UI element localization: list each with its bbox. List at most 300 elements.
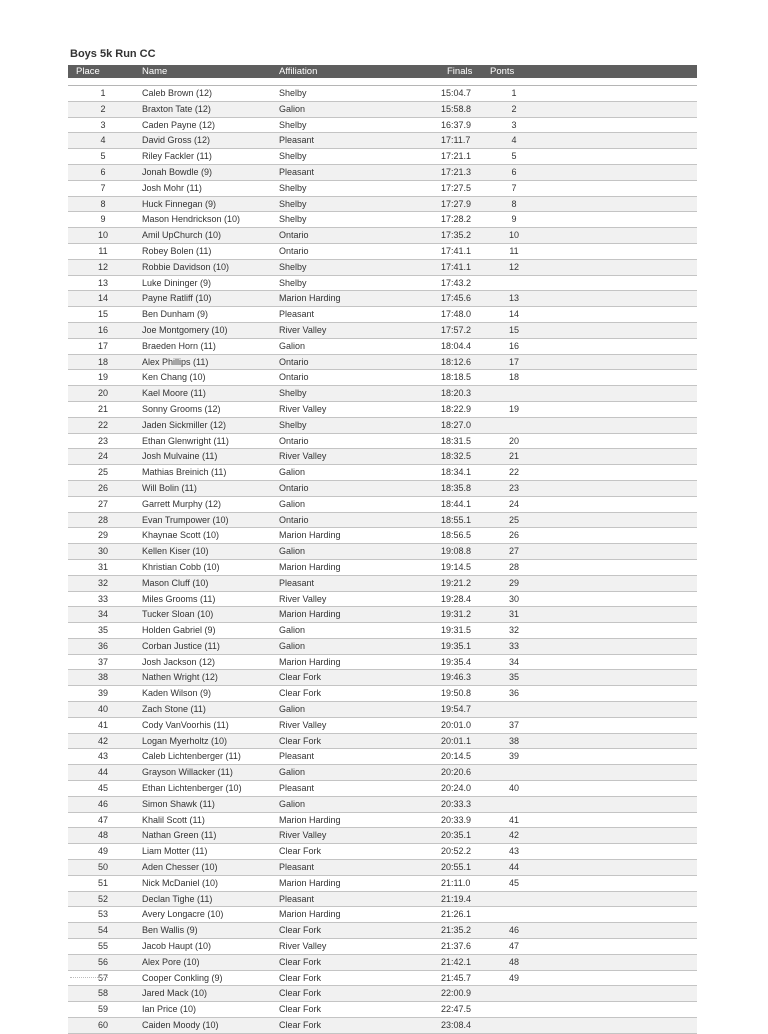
cell-finals: 17:11.7 <box>441 135 471 146</box>
cell-points: 36 <box>508 688 519 699</box>
cell-place: 1 <box>100 88 106 98</box>
cell-points: 16 <box>508 340 519 351</box>
cell-place: 4 <box>100 135 106 146</box>
cell-finals: 19:21.2 <box>441 577 472 588</box>
table-row <box>68 986 697 1002</box>
cell-place: 5 <box>100 151 106 162</box>
table-row <box>68 923 697 939</box>
cell-finals: 20:20.6 <box>441 767 472 778</box>
table-row <box>68 386 697 402</box>
table-row <box>68 860 697 876</box>
cell-place: 8 <box>100 198 106 209</box>
cell-name: Payne Ratliff (10) <box>142 293 212 304</box>
cell-name: Huck Finnegan (9) <box>142 198 217 209</box>
table-row <box>68 402 697 418</box>
cell-name: David Gross (12) <box>142 135 211 146</box>
cell-points: 9 <box>511 214 517 225</box>
cell-name: Cody VanVoorhis (11) <box>142 719 229 730</box>
table-row <box>68 197 697 213</box>
cell-name: Kael Moore (11) <box>142 388 206 399</box>
cell-place: 54 <box>97 925 108 936</box>
cell-affiliation: Shelby <box>279 182 307 193</box>
cell-finals: 17:41.1 <box>441 261 472 272</box>
cell-name: Luke Dininger (9) <box>142 277 212 288</box>
cell-finals: 19:35.1 <box>441 640 472 651</box>
cell-affiliation: Galion <box>279 640 306 651</box>
cell-place: 29 <box>97 530 108 541</box>
cell-points: 35 <box>508 672 519 683</box>
cell-place: 44 <box>97 767 108 778</box>
cell-finals: 19:31.2 <box>441 609 472 620</box>
cell-name: Caleb Brown (12) <box>142 88 213 98</box>
cell-points: 34 <box>508 656 519 667</box>
table-row <box>68 655 697 671</box>
cell-place: 15 <box>97 309 108 320</box>
cell-finals: 17:45.6 <box>441 293 472 304</box>
cell-points: 14 <box>508 309 519 320</box>
cell-affiliation: River Valley <box>279 830 327 841</box>
cell-place: 42 <box>97 735 108 746</box>
cell-name: Caden Payne (12) <box>142 119 216 130</box>
cell-affiliation: Galion <box>279 498 306 509</box>
cell-name: Alex Pore (10) <box>142 956 200 967</box>
cell-name: Ian Price (10) <box>142 1004 197 1015</box>
cell-place: 32 <box>97 577 108 588</box>
cell-points: 22 <box>508 467 519 478</box>
table-row <box>68 149 697 165</box>
cell-finals: 15:58.8 <box>441 103 472 114</box>
cell-name: Mason Cluff (10) <box>142 577 209 588</box>
cell-name: Khalil Scott (11) <box>142 814 205 825</box>
cell-place: 2 <box>100 103 106 114</box>
cell-name: Tucker Sloan (10) <box>142 609 214 620</box>
cell-finals: 19:28.4 <box>441 593 472 604</box>
cell-affiliation: Pleasant <box>279 893 315 904</box>
results-table <box>68 65 697 1034</box>
cell-affiliation: Clear Fork <box>279 1004 322 1015</box>
cell-affiliation: River Valley <box>279 324 327 335</box>
table-row <box>68 307 697 323</box>
cell-finals: 17:28.2 <box>441 214 472 225</box>
cell-affiliation: Ontario <box>279 245 309 256</box>
cell-place: 57 <box>97 972 108 983</box>
cell-place: 51 <box>97 877 108 888</box>
cell-points: 8 <box>511 198 517 209</box>
cell-place: 23 <box>97 435 108 446</box>
cell-name: Logan Myerholtz (10) <box>142 735 228 746</box>
cell-finals: 20:24.0 <box>441 783 472 794</box>
cell-place: 36 <box>97 640 108 651</box>
cell-finals: 20:55.1 <box>441 862 472 873</box>
cell-name: Braeden Horn (11) <box>142 340 216 351</box>
cell-points: 4 <box>511 135 517 146</box>
page-title: Boys 5k Run CC <box>70 48 156 60</box>
cell-name: Holden Gabriel (9) <box>142 625 216 636</box>
cell-points: 43 <box>508 846 519 857</box>
table-row <box>68 165 697 181</box>
cell-points: 33 <box>508 640 519 651</box>
table-row <box>68 765 697 781</box>
cell-name: Nathen Wright (12) <box>142 672 218 683</box>
table-row <box>68 481 697 497</box>
cell-points: 37 <box>508 719 519 730</box>
cell-finals: 17:35.2 <box>441 230 472 241</box>
cell-finals: 19:31.5 <box>441 625 472 636</box>
cell-place: 60 <box>97 1020 108 1031</box>
cell-points: 38 <box>508 735 519 746</box>
cell-finals: 22:00.9 <box>441 988 472 999</box>
cell-place: 37 <box>97 656 108 667</box>
cell-points: 41 <box>508 814 519 825</box>
cell-affiliation: Ontario <box>279 356 309 367</box>
table-row <box>68 781 697 797</box>
header-affiliation: Affiliation <box>279 66 318 77</box>
cell-points: 23 <box>508 482 519 493</box>
cell-place: 34 <box>97 609 108 620</box>
table-row <box>68 86 697 102</box>
cell-place: 28 <box>97 514 108 525</box>
table-row <box>68 797 697 813</box>
cell-name: Caiden Moody (10) <box>142 1020 219 1031</box>
cell-points: 40 <box>508 783 519 794</box>
cell-place: 39 <box>97 688 108 699</box>
cell-affiliation: River Valley <box>279 451 327 462</box>
cell-finals: 21:11.0 <box>441 877 471 888</box>
cell-finals: 18:34.1 <box>441 467 472 478</box>
table-row <box>68 907 697 923</box>
cell-affiliation: Shelby <box>279 261 307 272</box>
cell-affiliation: Marion Harding <box>279 561 341 572</box>
table-body <box>68 86 697 1034</box>
cell-finals: 18:56.5 <box>441 530 472 541</box>
cell-place: 11 <box>98 245 108 256</box>
cell-points: 31 <box>508 609 519 620</box>
cell-points: 12 <box>508 261 519 272</box>
cell-place: 33 <box>97 593 108 604</box>
cell-finals: 19:35.4 <box>441 656 472 667</box>
table-row <box>68 734 697 750</box>
cell-affiliation: Marion Harding <box>279 656 341 667</box>
cell-name: Nathan Green (11) <box>142 830 217 841</box>
table-row <box>68 434 697 450</box>
cell-affiliation: Marion Harding <box>279 909 341 920</box>
cell-affiliation: River Valley <box>279 593 327 604</box>
cell-place: 55 <box>97 941 108 952</box>
table-row <box>68 592 697 608</box>
cell-points: 46 <box>508 925 519 936</box>
cell-points: 42 <box>508 830 519 841</box>
cell-name: Caleb Lichtenberger (11) <box>142 751 241 762</box>
cell-points: 49 <box>508 972 519 983</box>
cell-points: 32 <box>508 625 519 636</box>
cell-name: Simon Shawk (11) <box>142 798 215 809</box>
cell-affiliation: Galion <box>279 467 306 478</box>
cell-place: 18 <box>97 356 108 367</box>
cell-name: Evan Trumpower (10) <box>142 514 229 525</box>
table-row <box>68 576 697 592</box>
cell-finals: 17:21.3 <box>441 166 472 177</box>
cell-name: Declan Tighe (11) <box>142 893 213 904</box>
cell-finals: 19:50.8 <box>441 688 472 699</box>
cell-affiliation: Ontario <box>279 435 309 446</box>
table-row <box>68 291 697 307</box>
table-row <box>68 497 697 513</box>
cell-place: 58 <box>97 988 108 999</box>
cell-place: 17 <box>97 340 108 351</box>
cell-affiliation: Clear Fork <box>279 925 322 936</box>
cell-name: Nick McDaniel (10) <box>142 877 219 888</box>
cell-points: 26 <box>508 530 519 541</box>
cell-place: 41 <box>97 719 108 730</box>
cell-name: Cooper Conkling (9) <box>142 972 223 983</box>
cell-affiliation: Marion Harding <box>279 877 341 888</box>
table-row <box>68 607 697 623</box>
cell-finals: 19:14.5 <box>441 561 472 572</box>
cell-name: Sonny Grooms (12) <box>142 403 221 414</box>
cell-place: 59 <box>97 1004 108 1015</box>
header-name: Name <box>142 66 168 77</box>
cell-finals: 18:44.1 <box>441 498 472 509</box>
cell-place: 25 <box>97 467 108 478</box>
cell-affiliation: Shelby <box>279 277 307 288</box>
cell-points: 45 <box>508 877 519 888</box>
table-row <box>68 323 697 339</box>
table-row <box>68 639 697 655</box>
cell-place: 12 <box>97 261 108 272</box>
cell-name: Ken Chang (10) <box>142 372 206 383</box>
cell-finals: 18:04.4 <box>441 340 472 351</box>
cell-place: 24 <box>97 451 108 462</box>
table-row <box>68 418 697 434</box>
cell-points: 10 <box>508 230 519 241</box>
cell-affiliation: Ontario <box>279 372 309 383</box>
cell-place: 31 <box>97 561 108 572</box>
table-row <box>68 276 697 292</box>
cell-finals: 17:27.9 <box>441 198 472 209</box>
cell-affiliation: Marion Harding <box>279 293 341 304</box>
header-finals: Finals <box>447 66 473 77</box>
cell-place: 30 <box>97 546 108 557</box>
cell-name: Josh Mulvaine (11) <box>142 451 218 462</box>
cell-name: Josh Jackson (12) <box>142 656 216 667</box>
cell-affiliation: Pleasant <box>279 751 315 762</box>
cell-place: 20 <box>97 388 108 399</box>
table-row <box>68 355 697 371</box>
table-row <box>68 513 697 529</box>
cell-name: Jared Mack (10) <box>142 988 208 999</box>
cell-finals: 20:33.9 <box>441 814 472 825</box>
cell-name: Miles Grooms (11) <box>142 593 216 604</box>
cell-finals: 17:57.2 <box>441 324 472 335</box>
cell-points: 20 <box>508 435 519 446</box>
table-row <box>68 1002 697 1018</box>
cell-finals: 19:08.8 <box>441 546 472 557</box>
table-row <box>68 1018 697 1034</box>
cell-finals: 20:01.1 <box>441 735 472 746</box>
cell-name: Kellen Kiser (10) <box>142 546 209 557</box>
cell-name: Grayson Willacker (11) <box>142 767 233 778</box>
cell-place: 13 <box>97 277 108 288</box>
cell-points: 11 <box>509 245 519 256</box>
cell-place: 40 <box>97 704 108 715</box>
cell-place: 6 <box>100 166 106 177</box>
cell-place: 47 <box>97 814 108 825</box>
cell-affiliation: Pleasant <box>279 135 315 146</box>
cell-affiliation: Pleasant <box>279 577 315 588</box>
cell-name: Jonah Bowdle (9) <box>142 166 213 177</box>
cell-finals: 21:19.4 <box>441 893 472 904</box>
cell-name: Ethan Lichtenberger (10) <box>142 783 242 794</box>
table-row <box>68 102 697 118</box>
cell-place: 48 <box>97 830 108 841</box>
cell-place: 26 <box>97 482 108 493</box>
cell-name: Will Bolin (11) <box>142 482 197 493</box>
cell-name: Amil UpChurch (10) <box>142 230 222 241</box>
cell-name: Ben Dunham (9) <box>142 309 209 320</box>
cell-name: Braxton Tate (12) <box>142 103 211 114</box>
table-row <box>68 749 697 765</box>
cell-name: Kaden Wilson (9) <box>142 688 212 699</box>
cell-finals: 18:35.8 <box>441 482 472 493</box>
cell-name: Liam Motter (11) <box>142 846 208 857</box>
cell-finals: 17:48.0 <box>441 309 472 320</box>
cell-name: Avery Longacre (10) <box>142 909 224 920</box>
cell-points: 48 <box>508 956 519 967</box>
header-points: Ponts <box>490 66 515 77</box>
table-row <box>68 118 697 134</box>
cell-points: 29 <box>508 577 519 588</box>
cell-name: Josh Mohr (11) <box>142 182 202 193</box>
cell-name: Mason Hendrickson (10) <box>142 214 241 225</box>
cell-affiliation: Shelby <box>279 198 307 209</box>
cell-finals: 18:18.5 <box>441 372 472 383</box>
table-row <box>68 260 697 276</box>
table-row <box>68 339 697 355</box>
cell-affiliation: Galion <box>279 767 306 778</box>
cell-affiliation: Galion <box>279 546 306 557</box>
cell-points: 25 <box>508 514 519 525</box>
cell-affiliation: Shelby <box>279 88 307 98</box>
cell-points: 1 <box>511 88 517 98</box>
cell-points: 30 <box>508 593 519 604</box>
cell-finals: 18:27.0 <box>441 419 472 430</box>
cell-finals: 18:20.3 <box>441 388 472 399</box>
header-divider <box>68 78 697 86</box>
table-row <box>68 181 697 197</box>
cell-points: 7 <box>511 182 517 193</box>
cell-affiliation: Marion Harding <box>279 530 341 541</box>
cell-finals: 17:27.5 <box>441 182 472 193</box>
cell-place: 56 <box>97 956 108 967</box>
cell-finals: 18:55.1 <box>441 514 472 525</box>
table-row <box>68 212 697 228</box>
cell-points: 27 <box>508 546 519 557</box>
cell-finals: 20:52.2 <box>441 846 472 857</box>
cell-finals: 18:22.9 <box>441 403 472 414</box>
cell-affiliation: Pleasant <box>279 166 315 177</box>
cell-affiliation: Pleasant <box>279 783 315 794</box>
cell-place: 46 <box>97 798 108 809</box>
cell-finals: 18:12.6 <box>441 356 472 367</box>
cell-points: 18 <box>508 372 519 383</box>
table-row <box>68 528 697 544</box>
cell-place: 10 <box>97 230 108 241</box>
cell-name: Ethan Glenwright (11) <box>142 435 229 446</box>
cell-finals: 22:47.5 <box>441 1004 472 1015</box>
cell-finals: 16:37.9 <box>441 119 472 130</box>
table-row <box>68 955 697 971</box>
cell-name: Jacob Haupt (10) <box>142 941 212 952</box>
table-row <box>68 876 697 892</box>
cell-finals: 17:43.2 <box>441 277 472 288</box>
header-place: Place <box>76 66 100 77</box>
cell-place: 50 <box>97 862 108 873</box>
cell-name: Corban Justice (11) <box>142 640 220 651</box>
cell-place: 43 <box>97 751 108 762</box>
cell-place: 38 <box>97 672 108 683</box>
cell-place: 45 <box>97 783 108 794</box>
table-row <box>68 449 697 465</box>
cell-affiliation: Shelby <box>279 214 307 225</box>
cell-finals: 20:01.0 <box>441 719 472 730</box>
table-row <box>68 844 697 860</box>
cell-finals: 21:37.6 <box>441 941 472 952</box>
cell-place: 21 <box>97 403 108 414</box>
cell-finals: 18:31.5 <box>441 435 472 446</box>
cell-affiliation: Clear Fork <box>279 688 322 699</box>
table-row <box>68 560 697 576</box>
table-row <box>68 718 697 734</box>
cell-place: 9 <box>100 214 106 225</box>
cell-points: 44 <box>508 862 519 873</box>
table-row <box>68 465 697 481</box>
cell-name: Alex Phillips (11) <box>142 356 209 367</box>
cell-place: 35 <box>97 625 108 636</box>
cell-name: Aden Chesser (10) <box>142 862 218 873</box>
cell-points: 19 <box>508 403 519 414</box>
cell-affiliation: Ontario <box>279 482 309 493</box>
cell-affiliation: Clear Fork <box>279 988 322 999</box>
cell-finals: 17:41.1 <box>441 245 472 256</box>
cell-place: 3 <box>100 119 106 130</box>
cell-points: 3 <box>511 119 517 130</box>
cell-name: Jaden Sickmiller (12) <box>142 419 227 430</box>
cell-place: 49 <box>97 846 108 857</box>
cell-place: 22 <box>97 419 108 430</box>
cell-finals: 20:14.5 <box>441 751 472 762</box>
cell-affiliation: Clear Fork <box>279 846 322 857</box>
table-row <box>68 370 697 386</box>
table-row <box>68 939 697 955</box>
cell-place: 52 <box>97 893 108 904</box>
table-row <box>68 133 697 149</box>
cell-points: 21 <box>508 451 519 462</box>
cell-name: Khristian Cobb (10) <box>142 561 220 572</box>
cell-affiliation: Galion <box>279 103 306 114</box>
cell-finals: 17:21.1 <box>441 151 472 162</box>
cell-affiliation: Ontario <box>279 230 309 241</box>
table-row <box>68 623 697 639</box>
cell-place: 14 <box>97 293 108 304</box>
cell-affiliation: Galion <box>279 625 306 636</box>
table-row <box>68 544 697 560</box>
cell-finals: 21:26.1 <box>441 909 472 920</box>
cell-place: 27 <box>97 498 108 509</box>
cell-points: 13 <box>508 293 519 304</box>
cell-finals: 21:42.1 <box>441 956 472 967</box>
cell-finals: 21:35.2 <box>441 925 472 936</box>
cell-place: 16 <box>97 324 108 335</box>
